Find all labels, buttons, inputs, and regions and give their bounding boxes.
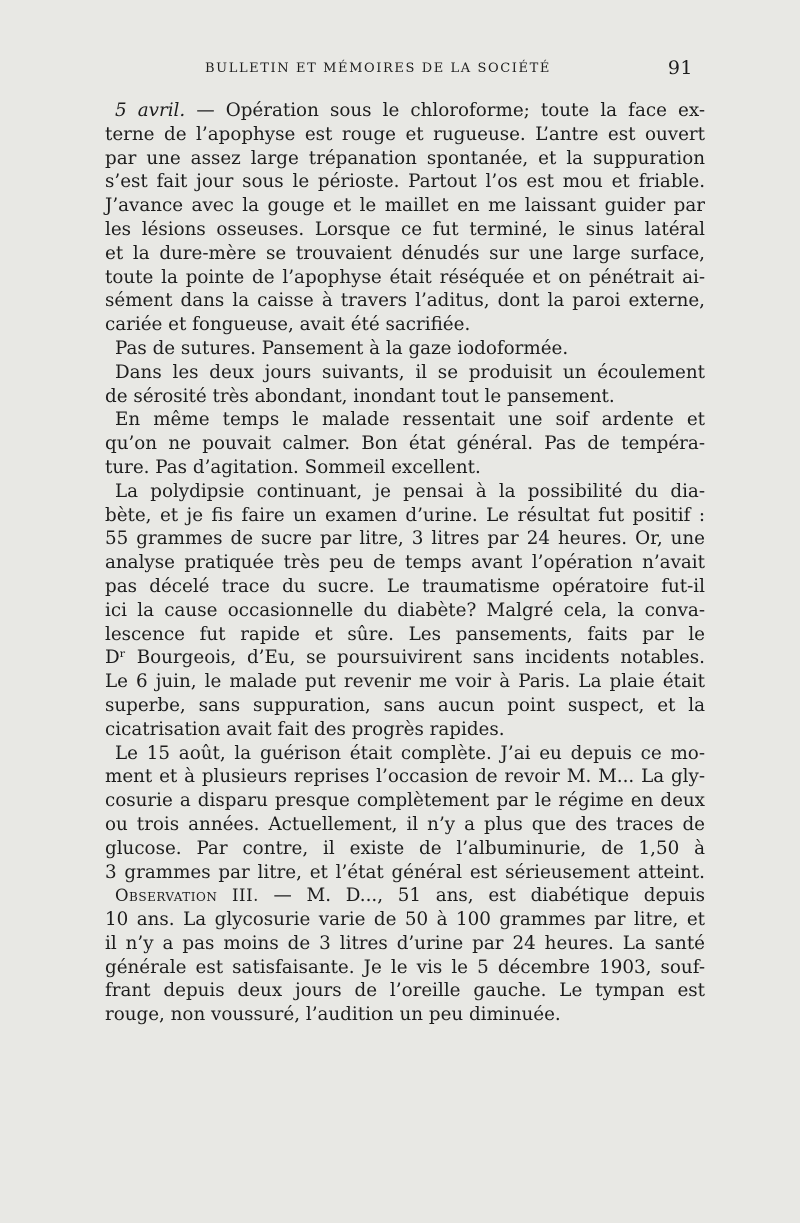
text-line: frant depuis deux jours de l’oreille gauche. Le tympan est: [105, 980, 705, 1002]
observation-heading: Observation III.: [115, 886, 259, 906]
text-line: Pas de sutures. Pansement à la gaze iodoformée.: [115, 337, 569, 359]
text-line: Dʳ Bourgeois, d’Eu, se poursuivirent sans incidents notables.: [105, 647, 705, 669]
text-line: 3 grammes par litre, et l’état général est sérieusement atteint.: [105, 861, 705, 883]
text-line: 55 grammes de sucre par litre, 3 litres par 24 heures. Or, une: [105, 528, 705, 550]
page-number: 91: [667, 57, 693, 79]
text-line: ici la cause occasionnelle du diabète? Malgré cela, la conva-: [105, 599, 705, 621]
text-line: analyse pratiquée très peu de temps avant l’opération n’avait: [105, 552, 705, 574]
text-line: La polydipsie continuant, je pensai à la possibilité du dia-: [115, 480, 705, 502]
text-line: ture. Pas d’agitation. Sommeil excellent.: [105, 456, 481, 478]
text-line: glucose. Par contre, il existe de l’albuminurie, de 1,50 à: [105, 837, 705, 859]
text-line: terne de l’apophyse est rouge et rugueuse. L’antre est ouvert: [105, 123, 705, 145]
text-line: cicatrisation avait fait des progrès rapides.: [105, 718, 505, 740]
running-head: BULLETIN ET MÉMOIRES DE LA SOCIÉTÉ: [205, 61, 551, 76]
text-line: 10 ans. La glycosurie varie de 50 à 100 grammes par litre, et: [105, 909, 705, 931]
text-line: qu’on ne pouvait calmer. Bon état général. Pas de tempéra-: [105, 433, 705, 455]
date-lead: 5 avril.: [115, 100, 186, 121]
text-line: rouge, non voussuré, l’audition un peu diminuée.: [105, 1004, 561, 1026]
text-line: ou trois années. Actuellement, il n’y a plus que des traces de: [105, 813, 705, 835]
text-line: les lésions osseuses. Lorsque ce fut terminé, le sinus latéral: [105, 218, 705, 240]
text-line: En même temps le malade ressentait une soif ardente et: [115, 409, 705, 431]
text-line: ment et à plusieurs reprises l’occasion de revoir M. M... La gly-: [105, 766, 705, 788]
text-line: cosurie a disparu presque complètement par le régime en deux: [105, 790, 705, 812]
text-line: cariée et fongueuse, avait été sacrifiée.: [105, 314, 471, 336]
text-line: et la dure-mère se trouvaient dénudés sur une large surface,: [105, 242, 705, 264]
text-line: superbe, sans suppuration, sans aucun point suspect, et la: [105, 694, 705, 716]
text-line: Observation III. — M. D..., 51 ans, est diabétique depuis: [115, 885, 705, 907]
text-line: s’est fait jour sous le périoste. Partout l’os est mou et friable.: [105, 171, 705, 193]
text-line: Dans les deux jours suivants, il se produisit un écoulement: [115, 361, 705, 383]
text-line: lescence fut rapide et sûre. Les pansements, faits par le: [105, 623, 705, 645]
text-line: de sérosité très abondant, inondant tout le pansement.: [105, 385, 615, 407]
text-line: 5 avril. — Opération sous le chloroforme; toute la face ex-: [115, 100, 705, 121]
text-line: par une assez large trépanation spontanée, et la suppuration: [105, 147, 705, 169]
body-text: [105, 99, 705, 1027]
text-line: pas décelé trace du sucre. Le traumatisme opératoire fut-il: [105, 575, 705, 597]
text-line: bète, et je fis faire un examen d’urine. Le résultat fut positif :: [105, 504, 705, 526]
page-header: [105, 58, 705, 82]
text-line: toute la pointe de l’apophyse était réséquée et on pénétrait ai-: [105, 266, 705, 288]
text-line: Le 6 juin, le malade put revenir me voir à Paris. La plaie était: [105, 671, 705, 693]
text-line: sément dans la caisse à travers l’aditus, dont la paroi externe,: [105, 290, 705, 312]
text-line: Le 15 août, la guérison était complète. J’ai eu depuis ce mo-: [115, 742, 705, 764]
text-line: J’avance avec la gouge et le maillet en me laissant guider par: [105, 195, 705, 217]
text-line: générale est satisfaisante. Je le vis le 5 décembre 1903, souf-: [105, 956, 705, 978]
text-line: il n’y a pas moins de 3 litres d’urine par 24 heures. La santé: [105, 932, 705, 954]
